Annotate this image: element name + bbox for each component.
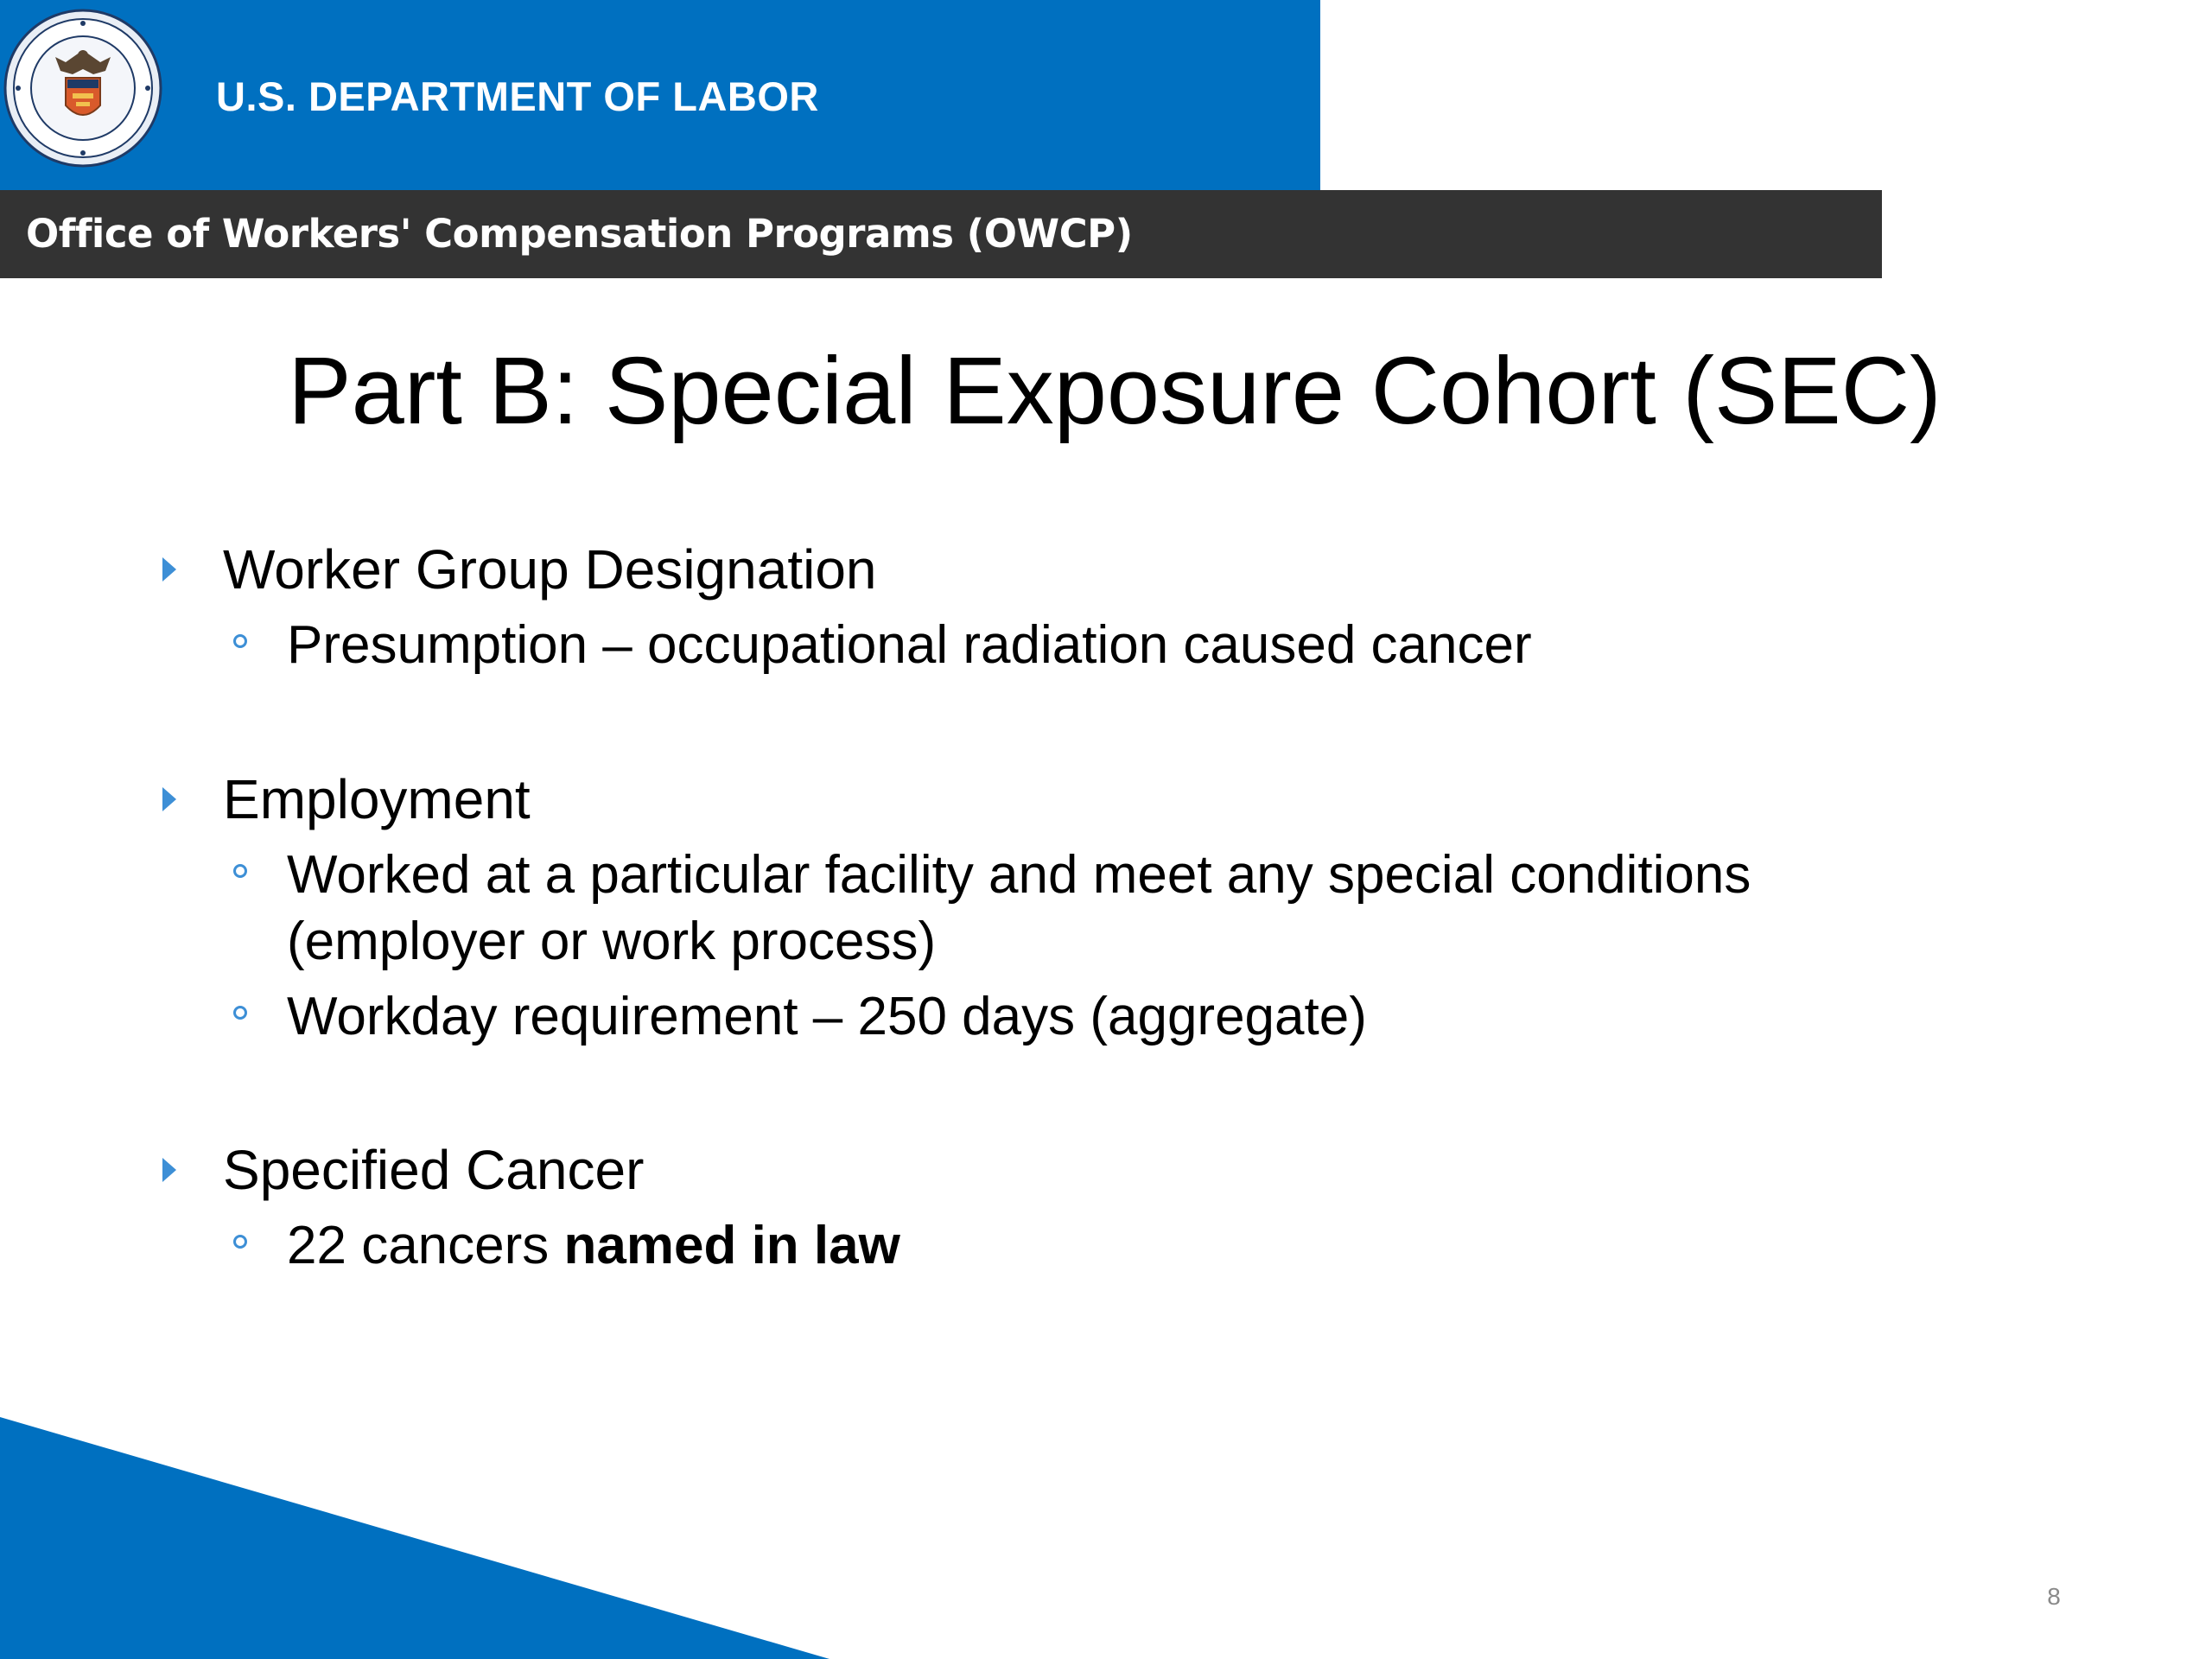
office-bar bbox=[0, 190, 1882, 278]
circle-bullet-icon bbox=[233, 1006, 247, 1020]
office-name: Office of Workers' Compensation Programs (OWCP) bbox=[26, 211, 1133, 257]
corner-decoration bbox=[0, 1417, 830, 1659]
triangle-bullet-icon bbox=[162, 787, 176, 811]
circle-bullet-icon bbox=[233, 864, 247, 878]
agency-name: U.S. DEPARTMENT OF LABOR bbox=[216, 73, 819, 119]
sub-bullet-facility-continued: (employer or work process) bbox=[287, 912, 937, 971]
sub-bullet-workday: Workday requirement – 250 days (aggregate) bbox=[287, 987, 1367, 1046]
sub-bullet-facility: Worked at a particular facility and meet any special conditions bbox=[287, 845, 1751, 905]
page-number: 8 bbox=[2047, 1583, 2061, 1610]
slide-title: Part B: Special Exposure Cohort (SEC) bbox=[288, 338, 1942, 444]
bullet-specified-cancer: Specified Cancer bbox=[223, 1139, 645, 1201]
triangle-bullet-icon bbox=[162, 1158, 176, 1182]
sub-bullet-presumption: Presumption – occupational radiation caused cancer bbox=[287, 615, 1532, 675]
bullet-employment: Employment bbox=[223, 768, 531, 830]
bullet-worker-group: Worker Group Designation bbox=[223, 538, 877, 601]
triangle-bullet-icon bbox=[162, 557, 176, 582]
circle-bullet-icon bbox=[233, 634, 247, 648]
header-band bbox=[0, 0, 1320, 190]
sub-bullet-22-cancers-plain: 22 cancers bbox=[287, 1216, 564, 1275]
sub-bullet-22-cancers-bold: named in law bbox=[563, 1216, 900, 1275]
dol-seal-icon bbox=[3, 9, 163, 168]
sub-bullet-22-cancers bbox=[287, 1212, 900, 1280]
circle-bullet-icon bbox=[233, 1235, 247, 1249]
